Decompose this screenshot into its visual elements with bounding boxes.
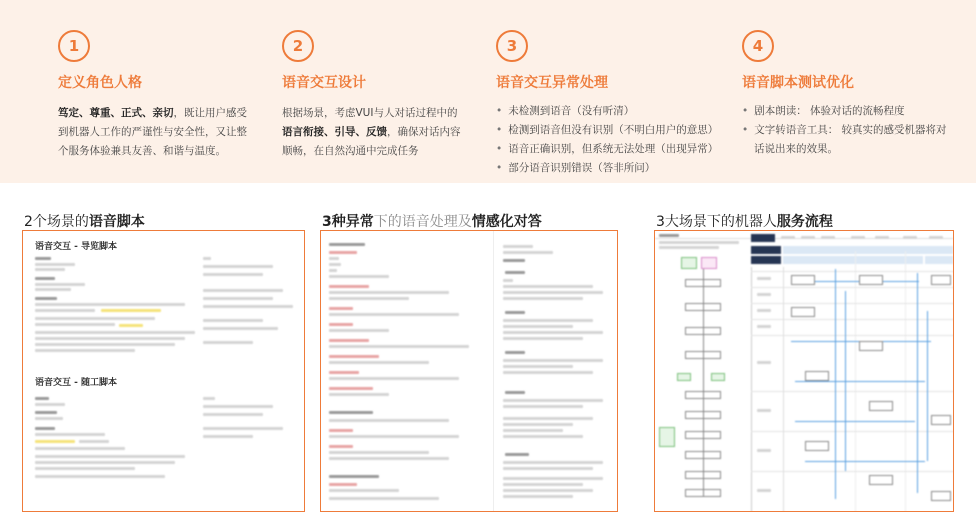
- step-2-title: 语音交互设计: [282, 75, 366, 91]
- flow-node: [869, 401, 893, 411]
- step-4-title: 语音脚本测试优化: [742, 75, 854, 91]
- text-line: [35, 475, 165, 478]
- text-line: [329, 329, 389, 332]
- lane-header: [783, 246, 953, 254]
- text-line: [203, 397, 215, 400]
- flow-node: [805, 371, 829, 381]
- text-line: [503, 429, 563, 432]
- text-line: [35, 309, 95, 312]
- text-line: [35, 349, 135, 352]
- highlight-line: [101, 309, 161, 312]
- text-line: [329, 451, 429, 454]
- text-line: [503, 279, 513, 282]
- text-line: [35, 257, 51, 260]
- text-line: [757, 409, 771, 412]
- section-title-part: 2个场景的: [24, 214, 89, 230]
- text-line: [203, 405, 273, 408]
- text-line: [35, 455, 185, 458]
- text-line: [781, 236, 795, 239]
- text-line: [503, 399, 603, 402]
- step-4-bullet: • 剧本朗读： 体验对话的流畅程度: [742, 102, 952, 121]
- step-3-title: 语音交互异常处理: [496, 75, 608, 91]
- step-3-bullet: • 语音正确识别，但系统无法处理（出现异常）: [496, 140, 718, 159]
- text-line: [757, 325, 771, 328]
- text-line: [35, 277, 55, 280]
- section-title-scripts: [24, 211, 145, 231]
- text-line: [35, 317, 155, 320]
- step-2-p2: ，确保对话内容顺畅，在自然沟通中完成任务: [282, 126, 461, 157]
- text-line: [503, 245, 533, 248]
- text-line: [35, 297, 57, 300]
- text-line: [503, 405, 583, 408]
- section-title-flows: [656, 211, 833, 231]
- step-3-bullet: • 未检测到语音（没有听清）: [496, 102, 718, 121]
- text-line: [503, 477, 603, 480]
- text-line: [35, 447, 125, 450]
- section-title-part: 下的语音处理及: [373, 214, 472, 230]
- text-line: [329, 457, 449, 460]
- doc-heading-guide: 语音交互 - 导览脚本: [35, 242, 118, 252]
- column-divider: [493, 231, 494, 511]
- text-line: [505, 351, 525, 354]
- step-2-bold: 语言衔接、引导、反馈: [282, 126, 387, 138]
- text-line: [35, 331, 195, 334]
- text-line: [329, 275, 389, 278]
- lane-header: [925, 256, 953, 264]
- text-line: [329, 393, 389, 396]
- step-3-bullet: • 部分语音识别错误（答非所问）: [496, 159, 718, 178]
- flow-node: [677, 373, 691, 381]
- step-4-number: 4: [742, 30, 774, 62]
- text-line: [203, 427, 283, 430]
- step-3: [496, 30, 718, 178]
- step-2: [282, 30, 462, 161]
- text-line: [505, 311, 525, 314]
- section-title-highlight: 情感化对答: [471, 214, 542, 230]
- text-line: [329, 411, 373, 414]
- text-line: [35, 337, 185, 340]
- swimlane-row: [751, 319, 954, 320]
- step-1-title: 定义角色人格: [58, 75, 142, 91]
- flow-connector: [927, 311, 928, 461]
- highlight-line: [35, 440, 75, 443]
- step-2-p1: 根据场景，考虑VUI与人对话过程中的: [282, 107, 458, 119]
- flow-connector: [795, 381, 925, 382]
- text-line: [329, 285, 369, 288]
- step-1-number: 1: [58, 30, 90, 62]
- text-line: [329, 361, 429, 364]
- flow-node: [869, 475, 893, 485]
- text-line: [329, 355, 379, 358]
- steps-band: [0, 0, 976, 183]
- step-1-text: [58, 104, 254, 161]
- text-line: [329, 435, 459, 438]
- text-line: [801, 236, 815, 239]
- doc-heading-follow: 语音交互 - 随工脚本: [35, 378, 118, 388]
- swimlane-row: [751, 431, 954, 432]
- flow-node: [711, 373, 725, 381]
- step-1-bold: 笃定、尊重、正式、亲切: [58, 107, 174, 119]
- flow-node: [791, 275, 815, 285]
- flow-connector: [805, 461, 925, 462]
- legend-label: [751, 234, 775, 242]
- flow-connector: [795, 421, 915, 422]
- text-line: [503, 337, 583, 340]
- text-line: [329, 339, 369, 342]
- flow-connector: [917, 273, 918, 493]
- text-line: [875, 236, 889, 239]
- swimlane-row: [751, 471, 954, 472]
- text-line: [35, 303, 185, 306]
- text-line: [329, 263, 341, 266]
- text-line: [329, 251, 357, 254]
- text-line: [329, 489, 399, 492]
- text-line: [505, 391, 525, 394]
- text-line: [757, 489, 771, 492]
- text-line: [329, 323, 353, 326]
- text-line: [35, 268, 65, 271]
- text-line: [35, 433, 105, 436]
- text-line: [203, 435, 253, 438]
- section-title-exceptions: [322, 211, 542, 231]
- step-1: [58, 30, 254, 161]
- text-line: [329, 313, 459, 316]
- text-line: [329, 243, 365, 246]
- text-line: [757, 277, 771, 280]
- swimlane-row: [751, 391, 954, 392]
- flow-node: [931, 275, 951, 285]
- step-4: [742, 30, 952, 159]
- text-line: [329, 307, 353, 310]
- text-line: [503, 259, 525, 262]
- flow-connector: [835, 269, 836, 499]
- text-line: [505, 453, 529, 456]
- text-line: [35, 403, 65, 406]
- text-line: [203, 273, 263, 276]
- text-line: [503, 325, 573, 328]
- text-line: [757, 449, 771, 452]
- script-document-thumbnail: [22, 230, 305, 512]
- text-line: [203, 319, 263, 322]
- text-line: [203, 265, 273, 268]
- text-line: [329, 345, 469, 348]
- text-line: [503, 297, 583, 300]
- text-line: [503, 489, 593, 492]
- step-4-list: [742, 102, 952, 159]
- text-line: [503, 467, 593, 470]
- text-line: [329, 419, 449, 422]
- text-line: [329, 291, 449, 294]
- lane-header: [783, 256, 923, 264]
- text-line: [35, 263, 75, 266]
- text-line: [503, 251, 553, 254]
- text-line: [329, 483, 357, 486]
- text-line: [35, 397, 49, 400]
- text-line: [329, 371, 359, 374]
- section-title-highlight: 3种异常: [322, 214, 374, 230]
- section-title-part: 3大场景下的机器人: [656, 214, 777, 230]
- text-line: [329, 387, 373, 390]
- flow-node: [859, 341, 883, 351]
- step-3-number: 3: [496, 30, 528, 62]
- text-line: [503, 417, 593, 420]
- step-2-text: [282, 104, 462, 161]
- text-line: [503, 461, 603, 464]
- lane-header: [751, 256, 781, 264]
- flow-node: [805, 441, 829, 451]
- swimlane-row: [751, 335, 954, 336]
- text-line: [503, 371, 593, 374]
- text-line: [503, 495, 573, 498]
- text-line: [929, 236, 943, 239]
- text-line: [757, 293, 771, 296]
- text-line: [203, 341, 253, 344]
- text-line: [757, 361, 771, 364]
- text-line: [505, 271, 525, 274]
- step-3-list: [496, 102, 718, 178]
- flow-node: [931, 415, 951, 425]
- text-line: [503, 319, 593, 322]
- text-line: [35, 288, 71, 291]
- text-line: [329, 269, 337, 272]
- flow-connector: [703, 269, 704, 497]
- text-line: [503, 423, 573, 426]
- flow-node: [859, 275, 883, 285]
- highlight-line: [119, 324, 143, 327]
- text-line: [329, 297, 409, 300]
- text-line: [35, 467, 135, 470]
- flow-node-start: [681, 257, 697, 269]
- section-title-highlight: 语音脚本: [88, 214, 145, 230]
- text-line: [903, 236, 917, 239]
- swimlane-row: [751, 271, 954, 272]
- text-line: [851, 236, 865, 239]
- text-line: [203, 297, 273, 300]
- exception-handling-thumbnail: [320, 230, 618, 512]
- text-line: [79, 440, 109, 443]
- flow-node: [931, 491, 951, 501]
- text-line: [659, 246, 719, 249]
- text-line: [35, 461, 175, 464]
- flow-node: [791, 307, 815, 317]
- text-line: [757, 309, 771, 312]
- text-line: [503, 435, 583, 438]
- text-line: [35, 283, 85, 286]
- text-line: [35, 323, 115, 326]
- text-line: [35, 411, 57, 414]
- swimlane-row: [751, 287, 954, 288]
- text-line: [203, 289, 283, 292]
- section-title-highlight: 服务流程: [776, 214, 833, 230]
- step-4-bullet: • 文字转语音工具： 较真实的感受机器将对话说出来的效果。: [742, 121, 952, 159]
- text-line: [503, 285, 593, 288]
- text-line: [329, 429, 353, 432]
- text-line: [659, 241, 739, 244]
- text-line: [35, 343, 175, 346]
- text-line: [503, 365, 573, 368]
- text-line: [203, 413, 263, 416]
- text-line: [329, 445, 353, 448]
- text-line: [659, 234, 679, 237]
- text-line: [503, 331, 603, 334]
- text-line: [329, 497, 439, 500]
- text-line: [329, 475, 379, 478]
- text-line: [503, 359, 603, 362]
- text-line: [821, 236, 835, 239]
- text-line: [329, 257, 339, 260]
- text-line: [203, 257, 211, 260]
- service-flow-thumbnail: [654, 230, 954, 512]
- text-line: [503, 483, 583, 486]
- text-line: [203, 327, 278, 330]
- text-line: [35, 417, 63, 420]
- step-3-bullet: • 检测到语音但没有识别（不明白用户的意思）: [496, 121, 718, 140]
- text-line: [203, 305, 293, 308]
- flow-node: [659, 427, 675, 447]
- lane-header: [751, 246, 781, 254]
- text-line: [503, 291, 603, 294]
- step-2-number: 2: [282, 30, 314, 62]
- step-1-rest: ，既让用户感受到机器人工作的严谨性与安全性，又让整个服务体验兼具友善、和谐与温度。: [58, 107, 247, 157]
- swimlane-row: [751, 303, 954, 304]
- text-line: [329, 377, 459, 380]
- flow-node: [701, 257, 717, 269]
- text-line: [35, 427, 55, 430]
